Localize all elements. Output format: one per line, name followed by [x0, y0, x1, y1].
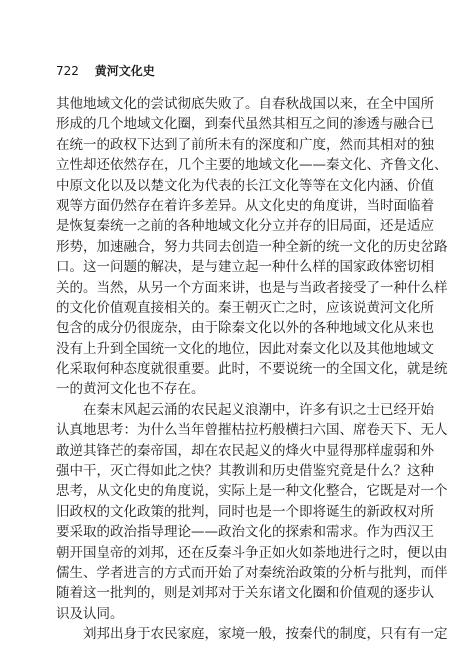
text-line: 敢逆其锋芒的秦帝国，却在农民起义的烽火中显得那样虚弱和外 [56, 442, 434, 459]
text-line: 强中干，灭亡得如此之快？其教训和历史借鉴究竟是什么？这种 [56, 463, 434, 480]
text-line: 口。这一问题的解决，是与建立起一种什么样的国家政体密切相 [56, 259, 434, 276]
text-line: 儒生、学者进言的方式而开始了对秦统治政策的分析与批判，而伴 [56, 564, 448, 581]
text-line: 关的。当然，从另一个方面来讲，也是与当政者接受了一种什么样 [56, 279, 448, 296]
body-text [56, 94, 448, 645]
paragraph-2 [56, 400, 448, 624]
text-line: 观等方面仍然存在着许多差异。从文化史的角度讲，当时面临着 [56, 197, 434, 214]
text-line: 识及认同。 [56, 605, 124, 622]
text-line: 要采取的政治指导理论——政治文化的探索和需求。作为西汉王 [56, 524, 434, 541]
text-line: 包含的成分仍很庞杂，由于除秦文化以外的各种地域文化从来也 [56, 320, 434, 337]
text-line: 是恢复秦统一之前的各种地域文化分立并存的旧局面，还是适应 [56, 218, 434, 235]
text-line: 随着这一批判的，则是刘邦对于关东诸文化圈和价值观的逐步认 [56, 585, 434, 602]
text-line: 其他地域文化的尝试彻底失败了。自春秋战国以来，在全中国所 [56, 96, 434, 112]
text-line: 一的黄河文化也不存在。 [56, 381, 205, 398]
text-line: 立性却还依然存在，几个主要的地域文化——秦文化、齐鲁文化、 [56, 157, 448, 174]
text-line: 刘邦出身于农民家庭，家境一般，按秦代的制度，只有有一定 [83, 626, 448, 643]
text-line: 认真地思考：为什么当年曾摧枯拉朽般横扫六国、席卷天下、无人 [56, 422, 448, 439]
text-line: 形成的几个地域文化圈，到秦代虽然其相互之间的渗透与融合已 [56, 116, 434, 133]
text-line: 没有上升到全国统一文化的地位，因此对秦文化以及其他地域文 [56, 340, 434, 357]
text-line: 的文化价值观直接相关的。秦王朝灭亡之时，应该说黄河文化所 [56, 299, 434, 316]
text-line: 思考，从文化史的角度说，实际上是一种文化整合，它既是对一个 [56, 483, 448, 500]
running-head [56, 62, 155, 80]
text-line: 中原文化以及以楚文化为代表的长江文化等等在文化内涵、价值 [56, 177, 434, 194]
book-title: 黄河文化史 [94, 64, 155, 78]
page-number: 722 [56, 64, 79, 78]
paragraph-3 [56, 624, 448, 644]
text-line: 形势，加速融合，努力共同去创造一种全新的统一文化的历史岔路 [56, 238, 448, 255]
text-line: 化采取何种态度就很重要。此时，不要说统一的全国文化，就是统 [56, 361, 448, 378]
text-line: 在秦末风起云涌的农民起义浪潮中，许多有识之士已经开始 [83, 401, 434, 418]
text-line: 在统一的政权下达到了前所未有的深度和广度，然而其相对的独 [56, 136, 434, 153]
text-line: 朝开国皇帝的刘邦，还在反秦斗争正如火如荼地进行之时，便以由 [56, 544, 448, 561]
text-line: 旧政权的文化政策的批判，同时也是一个即将诞生的新政权对所 [56, 503, 434, 520]
paragraph-1 [56, 94, 448, 400]
